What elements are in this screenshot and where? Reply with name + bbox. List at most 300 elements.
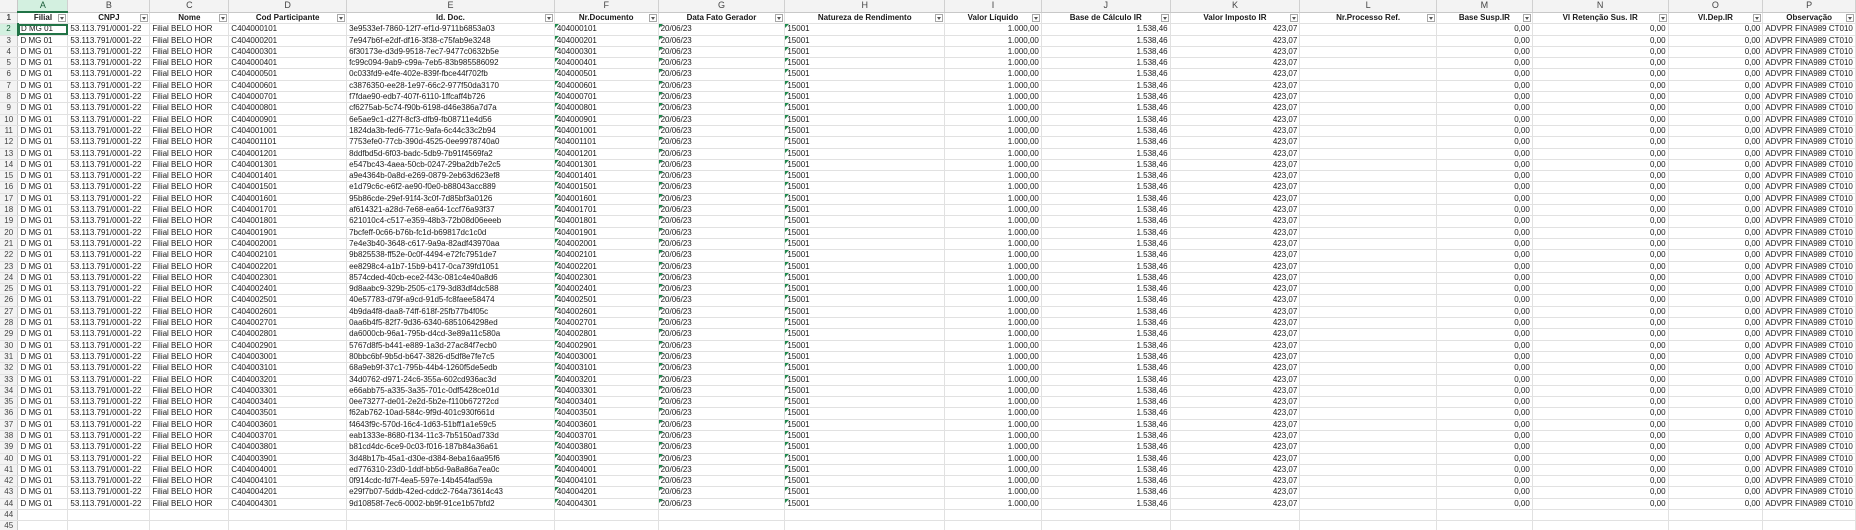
cell-filial[interactable]: D MG 01 xyxy=(18,227,68,238)
empty-cell[interactable] xyxy=(658,521,785,530)
cell-nome[interactable]: Filial BELO HOR xyxy=(150,92,229,103)
cell-cod[interactable]: C404000801 xyxy=(229,103,347,114)
cell-ret[interactable]: 0,00 xyxy=(1532,193,1668,204)
cell-nome[interactable]: Filial BELO HOR xyxy=(150,250,229,261)
cell-filial[interactable]: D MG 01 xyxy=(18,216,68,227)
cell-imp[interactable]: 423,07 xyxy=(1170,148,1300,159)
filter-dropdown-icon[interactable] xyxy=(935,14,943,22)
empty-cell[interactable] xyxy=(945,510,1042,521)
cell-proc[interactable] xyxy=(1300,261,1437,272)
cell-id[interactable]: 0ee73277-de01-2e2d-5b2e-f110b67272cd xyxy=(347,397,555,408)
cell-nome[interactable]: Filial BELO HOR xyxy=(150,329,229,340)
cell-proc[interactable] xyxy=(1300,363,1437,374)
cell-susp[interactable]: 0,00 xyxy=(1436,24,1532,35)
cell-proc[interactable] xyxy=(1300,58,1437,69)
cell-proc[interactable] xyxy=(1300,103,1437,114)
cell-nat[interactable]: 15001 xyxy=(785,430,945,441)
cell-data[interactable]: 20/06/23 xyxy=(658,182,785,193)
cell-doc[interactable]: 404000101 xyxy=(554,24,658,35)
cell-cnpj[interactable]: 53.113.791/0001-22 xyxy=(68,430,150,441)
cell-ret[interactable]: 0,00 xyxy=(1532,408,1668,419)
cell-susp[interactable]: 0,00 xyxy=(1436,159,1532,170)
cell-susp[interactable]: 0,00 xyxy=(1436,171,1532,182)
cell-cnpj[interactable]: 53.113.791/0001-22 xyxy=(68,487,150,498)
cell-susp[interactable]: 0,00 xyxy=(1436,114,1532,125)
cell-id[interactable]: af614321-a28d-7e68-ea64-1ccf76a93f37 xyxy=(347,205,555,216)
cell-nome[interactable]: Filial BELO HOR xyxy=(150,159,229,170)
cell-susp[interactable]: 0,00 xyxy=(1436,103,1532,114)
cell-obs[interactable]: ADVPR FINA989 CT010 xyxy=(1763,284,1856,295)
cell-doc[interactable]: 404002901 xyxy=(554,340,658,351)
cell-doc[interactable]: 404004201 xyxy=(554,487,658,498)
cell-imp[interactable]: 423,07 xyxy=(1170,125,1300,136)
cell-nome[interactable]: Filial BELO HOR xyxy=(150,114,229,125)
cell-obs[interactable]: ADVPR FINA989 CT010 xyxy=(1763,272,1856,283)
cell-doc[interactable]: 404001601 xyxy=(554,193,658,204)
cell-obs[interactable]: ADVPR FINA989 CT010 xyxy=(1763,498,1856,509)
cell-nome[interactable]: Filial BELO HOR xyxy=(150,453,229,464)
cell-cnpj[interactable]: 53.113.791/0001-22 xyxy=(68,46,150,57)
cell-cnpj[interactable]: 53.113.791/0001-22 xyxy=(68,295,150,306)
cell-imp[interactable]: 423,07 xyxy=(1170,238,1300,249)
cell-id[interactable]: f62ab762-10ad-584c-9f9d-401c930f661d xyxy=(347,408,555,419)
cell-susp[interactable]: 0,00 xyxy=(1436,227,1532,238)
cell-ret[interactable]: 0,00 xyxy=(1532,306,1668,317)
cell-vliq[interactable]: 1.000,00 xyxy=(945,329,1042,340)
cell-data[interactable]: 20/06/23 xyxy=(658,250,785,261)
cell-doc[interactable]: 404002101 xyxy=(554,250,658,261)
cell-nome[interactable]: Filial BELO HOR xyxy=(150,430,229,441)
cell-nome[interactable]: Filial BELO HOR xyxy=(150,498,229,509)
row-header[interactable]: 9 xyxy=(0,103,18,114)
cell-id[interactable]: 40e57783-d79f-a9cd-91d5-fc8faee58474 xyxy=(347,295,555,306)
header-cell[interactable] xyxy=(945,12,1042,24)
cell-data[interactable]: 20/06/23 xyxy=(658,306,785,317)
cell-nome[interactable]: Filial BELO HOR xyxy=(150,284,229,295)
cell-proc[interactable] xyxy=(1300,397,1437,408)
cell-nome[interactable]: Filial BELO HOR xyxy=(150,216,229,227)
cell-doc[interactable]: 404002201 xyxy=(554,261,658,272)
row-header[interactable]: 41 xyxy=(0,464,18,475)
cell-susp[interactable]: 0,00 xyxy=(1436,238,1532,249)
cell-filial[interactable]: D MG 01 xyxy=(18,171,68,182)
cell-susp[interactable]: 0,00 xyxy=(1436,182,1532,193)
cell-base[interactable]: 1.538,46 xyxy=(1041,284,1170,295)
cell-obs[interactable]: ADVPR FINA989 CT010 xyxy=(1763,46,1856,57)
cell-vliq[interactable]: 1.000,00 xyxy=(945,464,1042,475)
column-header-h[interactable]: H xyxy=(785,0,945,12)
empty-cell[interactable] xyxy=(1041,510,1170,521)
header-cell[interactable] xyxy=(658,12,785,24)
cell-nat[interactable]: 15001 xyxy=(785,318,945,329)
cell-ret[interactable]: 0,00 xyxy=(1532,340,1668,351)
cell-dep[interactable]: 0,00 xyxy=(1668,205,1763,216)
cell-nome[interactable]: Filial BELO HOR xyxy=(150,171,229,182)
cell-cnpj[interactable]: 53.113.791/0001-22 xyxy=(68,340,150,351)
cell-vliq[interactable]: 1.000,00 xyxy=(945,216,1042,227)
cell-data[interactable]: 20/06/23 xyxy=(658,340,785,351)
cell-ret[interactable]: 0,00 xyxy=(1532,374,1668,385)
cell-nat[interactable]: 15001 xyxy=(785,103,945,114)
cell-susp[interactable]: 0,00 xyxy=(1436,92,1532,103)
cell-cnpj[interactable]: 53.113.791/0001-22 xyxy=(68,35,150,46)
cell-ret[interactable]: 0,00 xyxy=(1532,442,1668,453)
cell-dep[interactable]: 0,00 xyxy=(1668,430,1763,441)
cell-cnpj[interactable]: 53.113.791/0001-22 xyxy=(68,408,150,419)
cell-id[interactable]: e29f7b07-5ddb-42ed-cddc2-764a73614c43 xyxy=(347,487,555,498)
cell-nat[interactable]: 15001 xyxy=(785,227,945,238)
cell-id[interactable]: 34d0762-d971-24c6-355a-602cd936ac3d xyxy=(347,374,555,385)
cell-data[interactable]: 20/06/23 xyxy=(658,261,785,272)
cell-data[interactable]: 20/06/23 xyxy=(658,103,785,114)
cell-nat[interactable]: 15001 xyxy=(785,442,945,453)
filter-dropdown-icon[interactable] xyxy=(1290,14,1298,22)
cell-filial[interactable]: D MG 01 xyxy=(18,114,68,125)
cell-obs[interactable]: ADVPR FINA989 CT010 xyxy=(1763,250,1856,261)
cell-doc[interactable]: 404002601 xyxy=(554,306,658,317)
cell-imp[interactable]: 423,07 xyxy=(1170,329,1300,340)
cell-data[interactable]: 20/06/23 xyxy=(658,114,785,125)
cell-imp[interactable]: 423,07 xyxy=(1170,295,1300,306)
column-header-f[interactable]: F xyxy=(554,0,658,12)
cell-filial[interactable]: D MG 01 xyxy=(18,363,68,374)
header-cell[interactable] xyxy=(68,12,150,24)
cell-filial[interactable]: D MG 01 xyxy=(18,250,68,261)
cell-dep[interactable]: 0,00 xyxy=(1668,80,1763,91)
header-cell[interactable] xyxy=(150,12,229,24)
cell-imp[interactable]: 423,07 xyxy=(1170,35,1300,46)
cell-nome[interactable]: Filial BELO HOR xyxy=(150,374,229,385)
header-cell[interactable] xyxy=(1532,12,1668,24)
cell-susp[interactable]: 0,00 xyxy=(1436,250,1532,261)
row-header[interactable]: 43 xyxy=(0,487,18,498)
cell-data[interactable]: 20/06/23 xyxy=(658,46,785,57)
cell-base[interactable]: 1.538,46 xyxy=(1041,159,1170,170)
cell-data[interactable]: 20/06/23 xyxy=(658,464,785,475)
cell-doc[interactable]: 404000901 xyxy=(554,114,658,125)
cell-filial[interactable]: D MG 01 xyxy=(18,442,68,453)
cell-cnpj[interactable]: 53.113.791/0001-22 xyxy=(68,397,150,408)
cell-base[interactable]: 1.538,46 xyxy=(1041,498,1170,509)
cell-cnpj[interactable]: 53.113.791/0001-22 xyxy=(68,159,150,170)
header-cell[interactable] xyxy=(1300,12,1437,24)
cell-proc[interactable] xyxy=(1300,430,1437,441)
filter-dropdown-icon[interactable] xyxy=(1659,14,1667,22)
cell-nome[interactable]: Filial BELO HOR xyxy=(150,137,229,148)
cell-proc[interactable] xyxy=(1300,216,1437,227)
cell-ret[interactable]: 0,00 xyxy=(1532,295,1668,306)
cell-vliq[interactable]: 1.000,00 xyxy=(945,69,1042,80)
cell-base[interactable]: 1.538,46 xyxy=(1041,476,1170,487)
row-header[interactable]: 19 xyxy=(0,216,18,227)
cell-base[interactable]: 1.538,46 xyxy=(1041,193,1170,204)
cell-ret[interactable]: 0,00 xyxy=(1532,92,1668,103)
cell-susp[interactable]: 0,00 xyxy=(1436,205,1532,216)
column-header-m[interactable]: M xyxy=(1436,0,1532,12)
cell-cnpj[interactable]: 53.113.791/0001-22 xyxy=(68,171,150,182)
cell-vliq[interactable]: 1.000,00 xyxy=(945,476,1042,487)
cell-obs[interactable]: ADVPR FINA989 CT010 xyxy=(1763,476,1856,487)
cell-ret[interactable]: 0,00 xyxy=(1532,137,1668,148)
cell-base[interactable]: 1.538,46 xyxy=(1041,227,1170,238)
cell-obs[interactable]: ADVPR FINA989 CT010 xyxy=(1763,238,1856,249)
cell-data[interactable]: 20/06/23 xyxy=(658,193,785,204)
cell-nat[interactable]: 15001 xyxy=(785,295,945,306)
cell-base[interactable]: 1.538,46 xyxy=(1041,216,1170,227)
cell-base[interactable]: 1.538,46 xyxy=(1041,114,1170,125)
cell-obs[interactable]: ADVPR FINA989 CT010 xyxy=(1763,318,1856,329)
cell-base[interactable]: 1.538,46 xyxy=(1041,125,1170,136)
cell-ret[interactable]: 0,00 xyxy=(1532,159,1668,170)
cell-cnpj[interactable]: 53.113.791/0001-22 xyxy=(68,148,150,159)
row-header[interactable]: 29 xyxy=(0,329,18,340)
cell-doc[interactable]: 404001401 xyxy=(554,171,658,182)
cell-id[interactable]: 8ddfbd5d-6f03-badc-5db9-7b91f4569fa2 xyxy=(347,148,555,159)
cell-imp[interactable]: 423,07 xyxy=(1170,46,1300,57)
cell-obs[interactable]: ADVPR FINA989 CT010 xyxy=(1763,419,1856,430)
cell-data[interactable]: 20/06/23 xyxy=(658,92,785,103)
cell-id[interactable]: f4643f9c-570d-16c4-1d63-51bff1a1e59c5 xyxy=(347,419,555,430)
empty-cell[interactable] xyxy=(347,521,555,530)
row-header[interactable]: 22 xyxy=(0,250,18,261)
cell-obs[interactable]: ADVPR FINA989 CT010 xyxy=(1763,442,1856,453)
filter-dropdown-icon[interactable] xyxy=(1753,14,1761,22)
cell-cod[interactable]: C404001101 xyxy=(229,137,347,148)
cell-doc[interactable]: 404000301 xyxy=(554,46,658,57)
cell-vliq[interactable]: 1.000,00 xyxy=(945,58,1042,69)
cell-imp[interactable]: 423,07 xyxy=(1170,227,1300,238)
cell-ret[interactable]: 0,00 xyxy=(1532,476,1668,487)
cell-ret[interactable]: 0,00 xyxy=(1532,250,1668,261)
cell-imp[interactable]: 423,07 xyxy=(1170,193,1300,204)
cell-nome[interactable]: Filial BELO HOR xyxy=(150,385,229,396)
cell-imp[interactable]: 423,07 xyxy=(1170,351,1300,362)
cell-ret[interactable]: 0,00 xyxy=(1532,125,1668,136)
cell-vliq[interactable]: 1.000,00 xyxy=(945,159,1042,170)
cell-data[interactable]: 20/06/23 xyxy=(658,125,785,136)
cell-imp[interactable]: 423,07 xyxy=(1170,430,1300,441)
cell-cnpj[interactable]: 53.113.791/0001-22 xyxy=(68,261,150,272)
cell-filial[interactable]: D MG 01 xyxy=(18,125,68,136)
cell-susp[interactable]: 0,00 xyxy=(1436,498,1532,509)
cell-cnpj[interactable]: 53.113.791/0001-22 xyxy=(68,69,150,80)
cell-data[interactable]: 20/06/23 xyxy=(658,363,785,374)
cell-base[interactable]: 1.538,46 xyxy=(1041,397,1170,408)
cell-susp[interactable]: 0,00 xyxy=(1436,306,1532,317)
cell-dep[interactable]: 0,00 xyxy=(1668,318,1763,329)
cell-doc[interactable]: 404004101 xyxy=(554,476,658,487)
cell-obs[interactable]: ADVPR FINA989 CT010 xyxy=(1763,114,1856,125)
cell-cnpj[interactable]: 53.113.791/0001-22 xyxy=(68,92,150,103)
cell-nat[interactable]: 15001 xyxy=(785,487,945,498)
cell-proc[interactable] xyxy=(1300,227,1437,238)
cell-proc[interactable] xyxy=(1300,340,1437,351)
cell-imp[interactable]: 423,07 xyxy=(1170,442,1300,453)
cell-data[interactable]: 20/06/23 xyxy=(658,498,785,509)
cell-susp[interactable]: 0,00 xyxy=(1436,58,1532,69)
cell-obs[interactable]: ADVPR FINA989 CT010 xyxy=(1763,363,1856,374)
cell-ret[interactable]: 0,00 xyxy=(1532,419,1668,430)
cell-cod[interactable]: C404004201 xyxy=(229,487,347,498)
cell-cod[interactable]: C404001901 xyxy=(229,227,347,238)
cell-ret[interactable]: 0,00 xyxy=(1532,318,1668,329)
row-header[interactable]: 31 xyxy=(0,351,18,362)
cell-vliq[interactable]: 1.000,00 xyxy=(945,261,1042,272)
cell-obs[interactable]: ADVPR FINA989 CT010 xyxy=(1763,69,1856,80)
row-header[interactable]: 13 xyxy=(0,148,18,159)
cell-id[interactable]: 3e9533ef-7860-12f7-ef1d-9711b6853a03 xyxy=(347,24,555,35)
cell-cod[interactable]: C404002301 xyxy=(229,272,347,283)
cell-dep[interactable]: 0,00 xyxy=(1668,453,1763,464)
cell-filial[interactable]: D MG 01 xyxy=(18,159,68,170)
cell-nat[interactable]: 15001 xyxy=(785,159,945,170)
cell-ret[interactable]: 0,00 xyxy=(1532,453,1668,464)
cell-nat[interactable]: 15001 xyxy=(785,24,945,35)
cell-cnpj[interactable]: 53.113.791/0001-22 xyxy=(68,351,150,362)
cell-filial[interactable]: D MG 01 xyxy=(18,476,68,487)
cell-data[interactable]: 20/06/23 xyxy=(658,385,785,396)
cell-id[interactable]: e1d79c6c-e6f2-ae90-f0e0-b88043acc889 xyxy=(347,182,555,193)
cell-data[interactable]: 20/06/23 xyxy=(658,453,785,464)
empty-cell[interactable] xyxy=(150,521,229,530)
empty-cell[interactable] xyxy=(68,521,150,530)
cell-obs[interactable]: ADVPR FINA989 CT010 xyxy=(1763,397,1856,408)
cell-base[interactable]: 1.538,46 xyxy=(1041,329,1170,340)
cell-proc[interactable] xyxy=(1300,295,1437,306)
cell-nome[interactable]: Filial BELO HOR xyxy=(150,193,229,204)
cell-id[interactable]: 68a9eb9f-37c1-795b-44b4-1260f5de5edb xyxy=(347,363,555,374)
cell-proc[interactable] xyxy=(1300,205,1437,216)
cell-dep[interactable]: 0,00 xyxy=(1668,272,1763,283)
cell-id[interactable]: 7bcfeff-0c66-b76b-fc1d-b69817dc1c0d xyxy=(347,227,555,238)
cell-doc[interactable]: 404001301 xyxy=(554,159,658,170)
cell-imp[interactable]: 423,07 xyxy=(1170,182,1300,193)
cell-susp[interactable]: 0,00 xyxy=(1436,272,1532,283)
cell-cod[interactable]: C404003501 xyxy=(229,408,347,419)
cell-base[interactable]: 1.538,46 xyxy=(1041,92,1170,103)
cell-cod[interactable]: C404001401 xyxy=(229,171,347,182)
cell-ret[interactable]: 0,00 xyxy=(1532,487,1668,498)
cell-nat[interactable]: 15001 xyxy=(785,419,945,430)
cell-nat[interactable]: 15001 xyxy=(785,35,945,46)
cell-proc[interactable] xyxy=(1300,351,1437,362)
cell-cod[interactable]: C404000701 xyxy=(229,92,347,103)
cell-imp[interactable]: 423,07 xyxy=(1170,397,1300,408)
cell-dep[interactable]: 0,00 xyxy=(1668,363,1763,374)
cell-id[interactable]: 9d8aabc9-329b-2505-c179-3d83df4dc588 xyxy=(347,284,555,295)
row-header[interactable]: 24 xyxy=(0,272,18,283)
cell-imp[interactable]: 423,07 xyxy=(1170,408,1300,419)
cell-nome[interactable]: Filial BELO HOR xyxy=(150,306,229,317)
cell-base[interactable]: 1.538,46 xyxy=(1041,80,1170,91)
cell-filial[interactable]: D MG 01 xyxy=(18,92,68,103)
cell-obs[interactable]: ADVPR FINA989 CT010 xyxy=(1763,487,1856,498)
cell-cnpj[interactable]: 53.113.791/0001-22 xyxy=(68,137,150,148)
cell-cnpj[interactable]: 53.113.791/0001-22 xyxy=(68,306,150,317)
cell-vliq[interactable]: 1.000,00 xyxy=(945,408,1042,419)
filter-dropdown-icon[interactable] xyxy=(1161,14,1169,22)
cell-ret[interactable]: 0,00 xyxy=(1532,35,1668,46)
cell-vliq[interactable]: 1.000,00 xyxy=(945,351,1042,362)
cell-data[interactable]: 20/06/23 xyxy=(658,171,785,182)
cell-obs[interactable]: ADVPR FINA989 CT010 xyxy=(1763,408,1856,419)
cell-cod[interactable]: C404000201 xyxy=(229,35,347,46)
cell-nome[interactable]: Filial BELO HOR xyxy=(150,227,229,238)
cell-susp[interactable]: 0,00 xyxy=(1436,397,1532,408)
cell-cod[interactable]: C404004001 xyxy=(229,464,347,475)
cell-susp[interactable]: 0,00 xyxy=(1436,137,1532,148)
cell-nome[interactable]: Filial BELO HOR xyxy=(150,487,229,498)
cell-proc[interactable] xyxy=(1300,46,1437,57)
cell-id[interactable]: 9b825538-ff52e-0c0f-4494-e72fc7951de7 xyxy=(347,250,555,261)
cell-doc[interactable]: 404000601 xyxy=(554,80,658,91)
cell-dep[interactable]: 0,00 xyxy=(1668,103,1763,114)
cell-base[interactable]: 1.538,46 xyxy=(1041,306,1170,317)
cell-vliq[interactable]: 1.000,00 xyxy=(945,272,1042,283)
cell-dep[interactable]: 0,00 xyxy=(1668,397,1763,408)
cell-doc[interactable]: 404004001 xyxy=(554,464,658,475)
cell-nome[interactable]: Filial BELO HOR xyxy=(150,408,229,419)
cell-cnpj[interactable]: 53.113.791/0001-22 xyxy=(68,250,150,261)
cell-proc[interactable] xyxy=(1300,80,1437,91)
row-header[interactable]: 11 xyxy=(0,125,18,136)
cell-filial[interactable]: D MG 01 xyxy=(18,385,68,396)
cell-proc[interactable] xyxy=(1300,171,1437,182)
cell-nat[interactable]: 15001 xyxy=(785,69,945,80)
cell-susp[interactable]: 0,00 xyxy=(1436,442,1532,453)
cell-obs[interactable]: ADVPR FINA989 CT010 xyxy=(1763,205,1856,216)
cell-nome[interactable]: Filial BELO HOR xyxy=(150,397,229,408)
cell-vliq[interactable]: 1.000,00 xyxy=(945,24,1042,35)
cell-nat[interactable]: 15001 xyxy=(785,464,945,475)
cell-obs[interactable]: ADVPR FINA989 CT010 xyxy=(1763,80,1856,91)
cell-obs[interactable]: ADVPR FINA989 CT010 xyxy=(1763,329,1856,340)
cell-data[interactable]: 20/06/23 xyxy=(658,295,785,306)
cell-proc[interactable] xyxy=(1300,329,1437,340)
cell-doc[interactable]: 404000401 xyxy=(554,58,658,69)
cell-vliq[interactable]: 1.000,00 xyxy=(945,498,1042,509)
cell-vliq[interactable]: 1.000,00 xyxy=(945,340,1042,351)
cell-id[interactable]: 80bbc6bf-9b5d-b647-3826-d5df8e7fe7c5 xyxy=(347,351,555,362)
cell-cnpj[interactable]: 53.113.791/0001-22 xyxy=(68,363,150,374)
cell-nome[interactable]: Filial BELO HOR xyxy=(150,103,229,114)
cell-susp[interactable]: 0,00 xyxy=(1436,430,1532,441)
cell-filial[interactable]: D MG 01 xyxy=(18,148,68,159)
cell-vliq[interactable]: 1.000,00 xyxy=(945,306,1042,317)
cell-vliq[interactable]: 1.000,00 xyxy=(945,442,1042,453)
cell-dep[interactable]: 0,00 xyxy=(1668,24,1763,35)
cell-cod[interactable]: C404002701 xyxy=(229,318,347,329)
row-header[interactable]: 45 xyxy=(0,521,18,530)
cell-nome[interactable]: Filial BELO HOR xyxy=(150,58,229,69)
cell-dep[interactable]: 0,00 xyxy=(1668,374,1763,385)
row-header[interactable]: 38 xyxy=(0,430,18,441)
cell-susp[interactable]: 0,00 xyxy=(1436,385,1532,396)
cell-filial[interactable]: D MG 01 xyxy=(18,329,68,340)
empty-cell[interactable] xyxy=(18,521,68,530)
cell-nat[interactable]: 15001 xyxy=(785,171,945,182)
cell-imp[interactable]: 423,07 xyxy=(1170,419,1300,430)
cell-susp[interactable]: 0,00 xyxy=(1436,295,1532,306)
row-header[interactable]: 25 xyxy=(0,284,18,295)
column-header-j[interactable]: J xyxy=(1041,0,1170,12)
cell-obs[interactable]: ADVPR FINA989 CT010 xyxy=(1763,216,1856,227)
cell-id[interactable]: 7753efe0-77cb-390d-4525-0ee9978740a0 xyxy=(347,137,555,148)
cell-id[interactable]: 6e5ae9c1-d27f-8cf3-dfb9-fb08711e4d56 xyxy=(347,114,555,125)
row-header[interactable]: 39 xyxy=(0,442,18,453)
cell-nat[interactable]: 15001 xyxy=(785,306,945,317)
empty-cell[interactable] xyxy=(658,510,785,521)
